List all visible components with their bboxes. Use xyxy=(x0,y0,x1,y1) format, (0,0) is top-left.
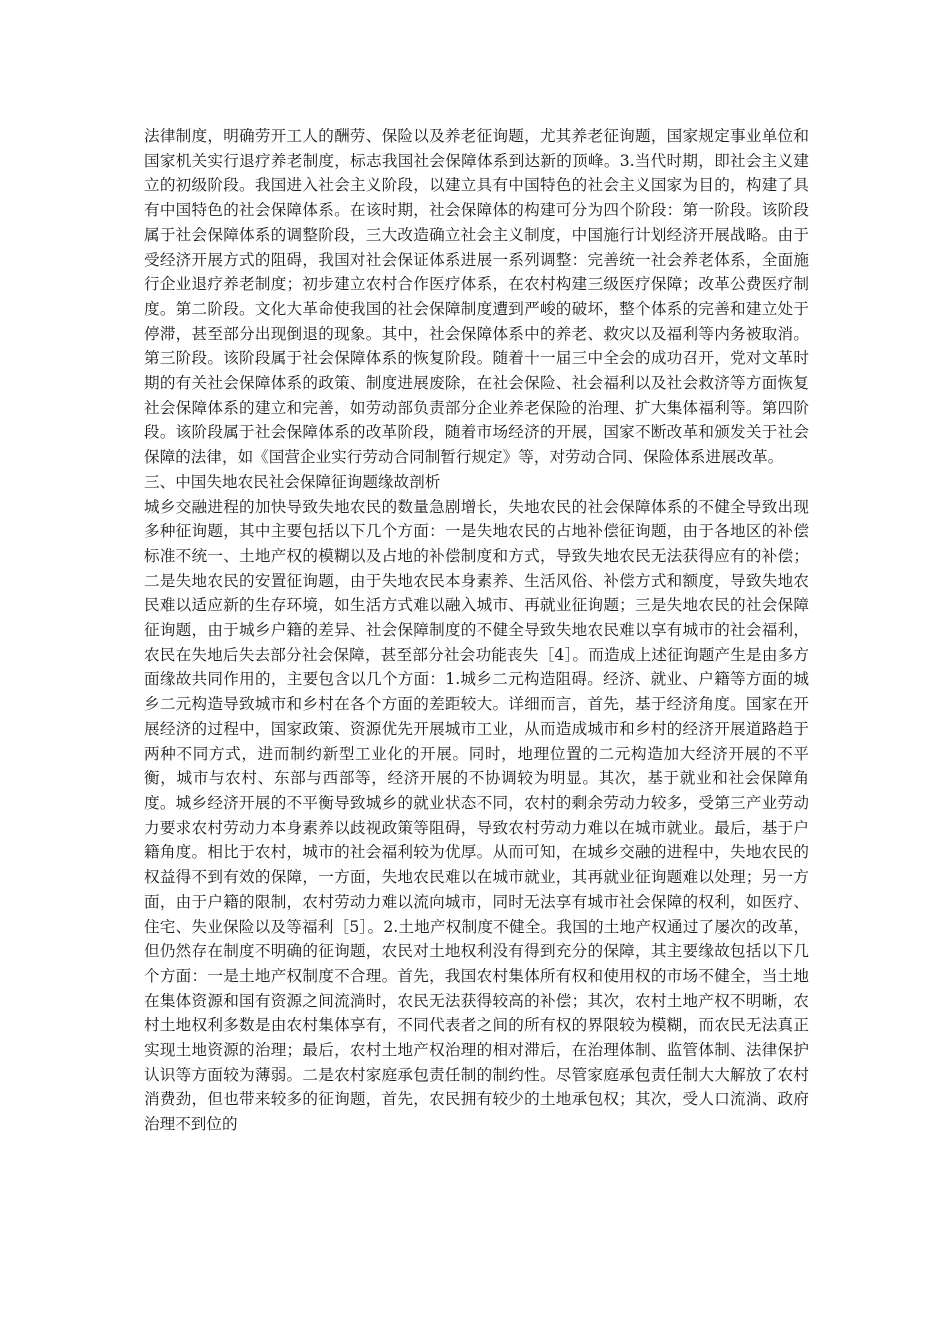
paragraph-history: 法律制度，明确劳开工人的酬劳、保险以及养老征询题，尤其养老征询题，国家规定事业单位和国家机关实行退疗养老制度，标志我国社会保障体系到达新的顶峰。3.当代时期，即社会主义建立的初级阶段。我国进入社会主义阶段，以建立具有中国特色的社会主义国家为目的，构建了具有中国特色的社会保障体系。在该时期，社会保障体的构建可分为四个阶段：第一阶段。该阶段属于社会保障体系的调整阶段，三大改造确立社会主义制度，中国施行计划经济开展战略。由于受经济开展方式的阻碍，我国对社会保证体系进展一系列调整：完善统一社会养老体系，全面施行企业退疗养老制度；初步建立农村合作医疗体系，在农村构建三级医疗保障；改革公费医疗制度。第二阶段。文化大革命使我国的社会保障制度遭到严峻的破坏，整个体系的完善和建立处于停滞，甚至部分出现倒退的现象。其中，社会保障体系中的养老、救灾以及福利等内务被取消。第三阶段。该阶段属于社会保障体系的恢复阶段。随着十一届三中全会的成功召开，党对文革时期的有关社会保障体系的政策、制度进展废除，在社会保险、社会福利以及社会救济等方面恢复社会保障体系的建立和完善，如劳动部负责部分企业养老保险的治理、扩大集体福利等。第四阶段。该阶段属于社会保障体系的改革阶段，随着市场经济的开展，国家不断改革和颁发关于社会保障的法律，如《国营企业实行劳动合同制暂行规定》等，对劳动合同、保险体系进展改革。 xyxy=(144,127,809,467)
document-page xyxy=(144,124,809,1137)
paragraph-analysis: 城乡交融进程的加快导致失地农民的数量急剧增长，失地农民的社会保障体系的不健全导致出现多种征询题，其中主要包括以下几个方面：一是失地农民的占地补偿征询题，由于各地区的补偿标准不统一、土地产权的模糊以及占地的补偿制度和方式，导致失地农民无法获得应有的补偿；二是失地农民的安置征询题，由于失地农民本身素养、生活风俗、补偿方式和额度，导致失地农民难以适应新的生存环境，如生活方式难以融入城市、再就业征询题；三是失地农民的社会保障征询题，由于城乡户籍的差异、社会保障制度的不健全导致失地农民难以享有城市的社会福利，农民在失地后失去部分社会保障，甚至部分社会功能丧失［4］。而造成上述征询题产生是由多方面缘故共同作用的，主要包含以几个方面：1.城乡二元构造阻碍。经济、就业、户籍等方面的城乡二元构造导致城市和乡村在各个方面的差距较大。详细而言，首先，基于经济角度。国家在开展经济的过程中，国家政策、资源优先开展城市工业，从而造成城市和乡村的经济开展道路趋于两种不同方式，进而制约新型工业化的开展。同时，地理位置的二元构造加大经济开展的不平衡，城市与农村、东部与西部等，经济开展的不协调较为明显。其次，基于就业和社会保障角度。城乡经济开展的不平衡导致城乡的就业状态不同，农村的剩余劳动力较多，受第三产业劳动力要求农村劳动力本身素养以歧视政策等阻碍，导致农村劳动力难以在城市就业。最后，基于户籍角度。相比于农村，城市的社会福利较为优厚。从而可知，在城乡交融的进程中，失地农民的权益得不到有效的保障，一方面，失地农民难以在城市就业，其再就业征询题难以处理；另一方面，由于户籍的限制，农村劳动力难以流向城市，同时无法享有城市社会保障的权利，如医疗、住宅、失业保险以及等福利［5］。2.土地产权制度不健全。我国的土地产权通过了屡次的改革，但仍然存在制度不明确的征询题，农民对土地权利没有得到充分的保障，其主要缘故包括以下几个方面：一是土地产权制度不合理。首先，我国农村集体所有权和使用权的市场不健全，当土地在集体资源和国有资源之间流淌时，农民无法获得较高的补偿；其次，农村土地产权不明晰，农村土地权利多数是由农村集体享有，不同代表者之间的所有权的界限较为模糊，而农民无法真正实现土地资源的治理；最后，农村土地产权治理的相对滞后，在治理体制、监管体制、法律保护认识等方面较为薄弱。二是农村家庭承包责任制的制约性。尽管家庭承包责任制大大解放了农村消费劲，但也带来较多的征询题，首先，农民拥有较少的土地承包权；其次，受人口流淌、政府治理不到位的 xyxy=(144,497,809,1134)
section-heading: 三、中国失地农民社会保障征询题缘故剖析 xyxy=(144,472,441,491)
